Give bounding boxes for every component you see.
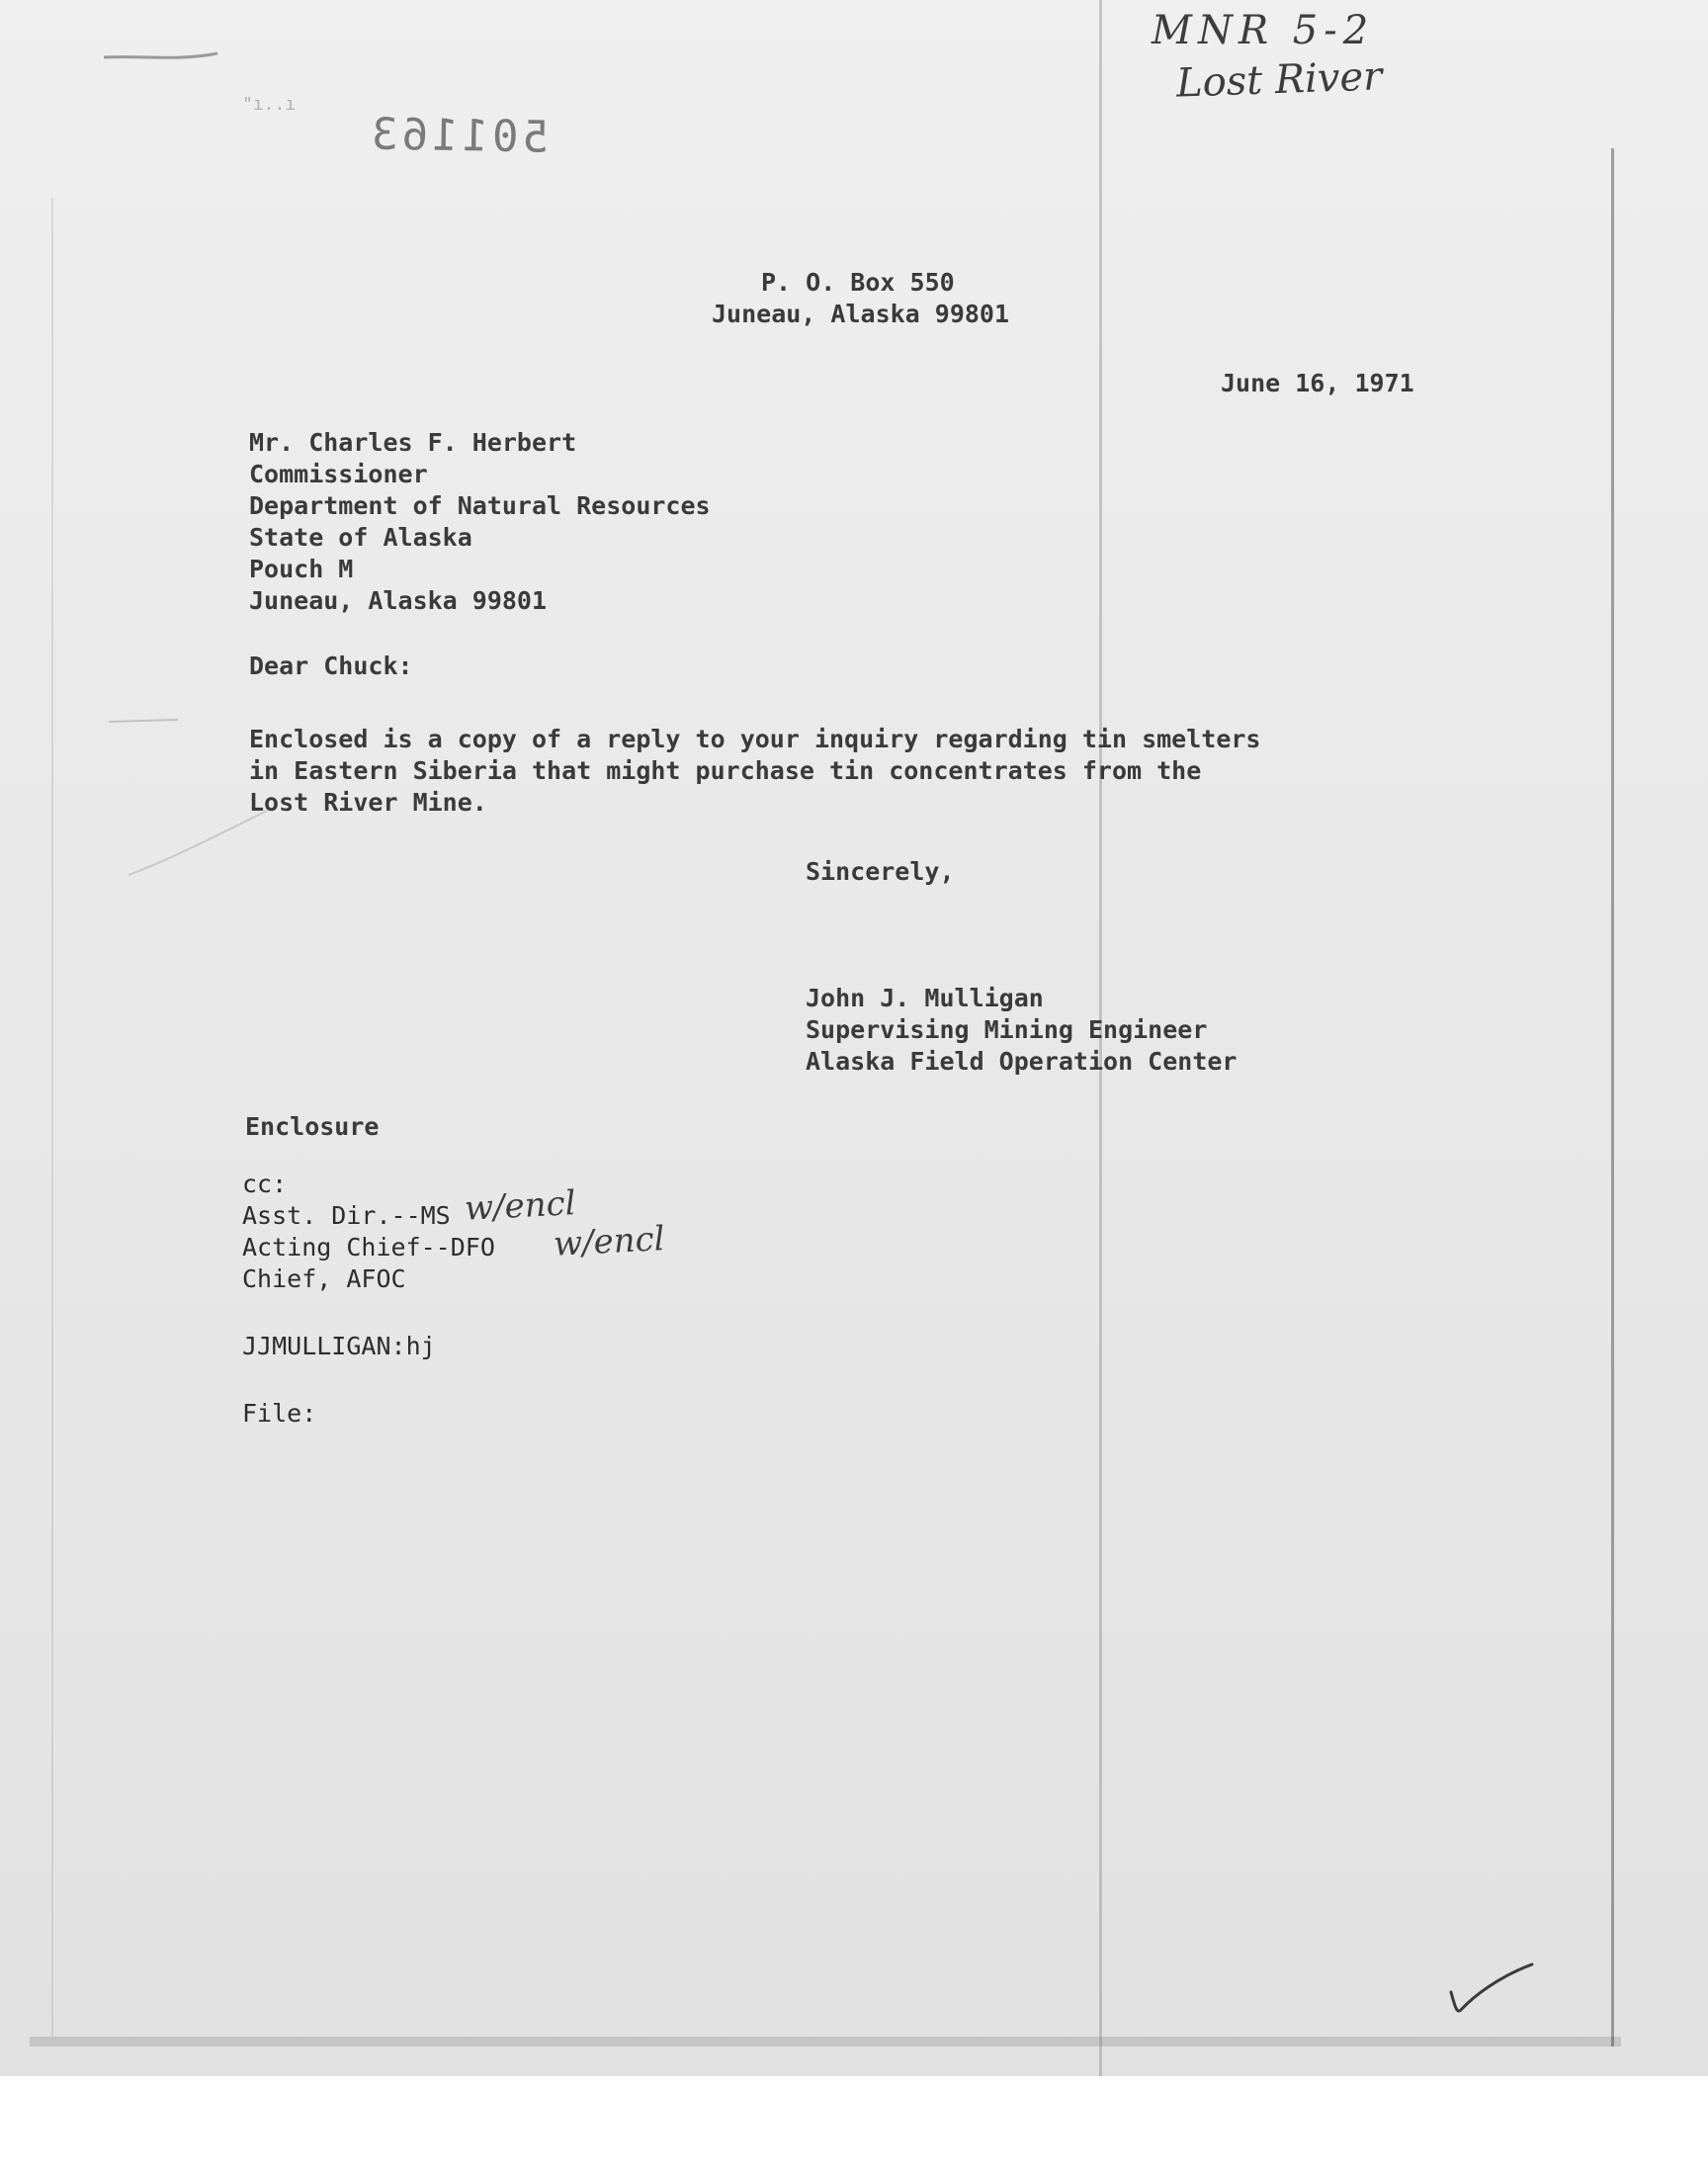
cc-label: cc: [242, 1170, 288, 1198]
corner-smudge [99, 40, 227, 69]
cc-line-1: Asst. Dir.--MS [242, 1201, 451, 1230]
closing: Sincerely, [806, 857, 955, 886]
handwritten-file-code: MNR 5-2 [1152, 8, 1375, 53]
letter-date: June 16, 1971 [1221, 369, 1414, 397]
cc-line-2: Acting Chief--DFO [242, 1233, 495, 1262]
body-line-3: Lost River Mine. [249, 788, 487, 817]
body-line-1: Enclosed is a copy of a reply to your inquiry regarding tin smelters [249, 725, 1261, 753]
cc-line-3: Chief, AFOC [242, 1264, 406, 1293]
letterhead-city: Juneau, Alaska 99801 [712, 300, 1010, 328]
salutation: Dear Chuck: [249, 652, 413, 680]
recipient-title: Commissioner [249, 460, 428, 488]
letterhead-po-box: P. O. Box 550 [761, 268, 955, 297]
margin-marks [109, 712, 287, 890]
recipient-pouch: Pouch M [249, 555, 354, 583]
handwritten-cc-note-1: w/encl [464, 1183, 577, 1229]
signer-name: John J. Mulligan [806, 984, 1044, 1012]
body-line-2: in Eastern Siberia that might purchase tin concentrates from the [249, 756, 1202, 785]
recipient-city: Juneau, Alaska 99801 [249, 586, 548, 615]
enclosure-label: Enclosure [245, 1112, 380, 1141]
stamp-smudge: "ı..ı [242, 94, 297, 115]
recipient-department: Department of Natural Resources [249, 491, 711, 520]
right-edge-shadow [1611, 148, 1614, 2046]
signer-office: Alaska Field Operation Center [806, 1047, 1238, 1076]
stamp-number: 501163 [367, 109, 550, 163]
check-mark-icon [1443, 1953, 1542, 2022]
recipient-state: State of Alaska [249, 523, 472, 552]
left-edge-shadow [51, 198, 53, 2037]
signer-title: Supervising Mining Engineer [806, 1015, 1208, 1044]
recipient-name: Mr. Charles F. Herbert [249, 428, 577, 457]
file-label: File: [242, 1399, 317, 1428]
handwritten-cc-note-2: w/encl [553, 1219, 666, 1264]
handwritten-file-subject: Lost River [1175, 53, 1384, 107]
typist-initials: JJMULLIGAN:hj [242, 1332, 436, 1360]
